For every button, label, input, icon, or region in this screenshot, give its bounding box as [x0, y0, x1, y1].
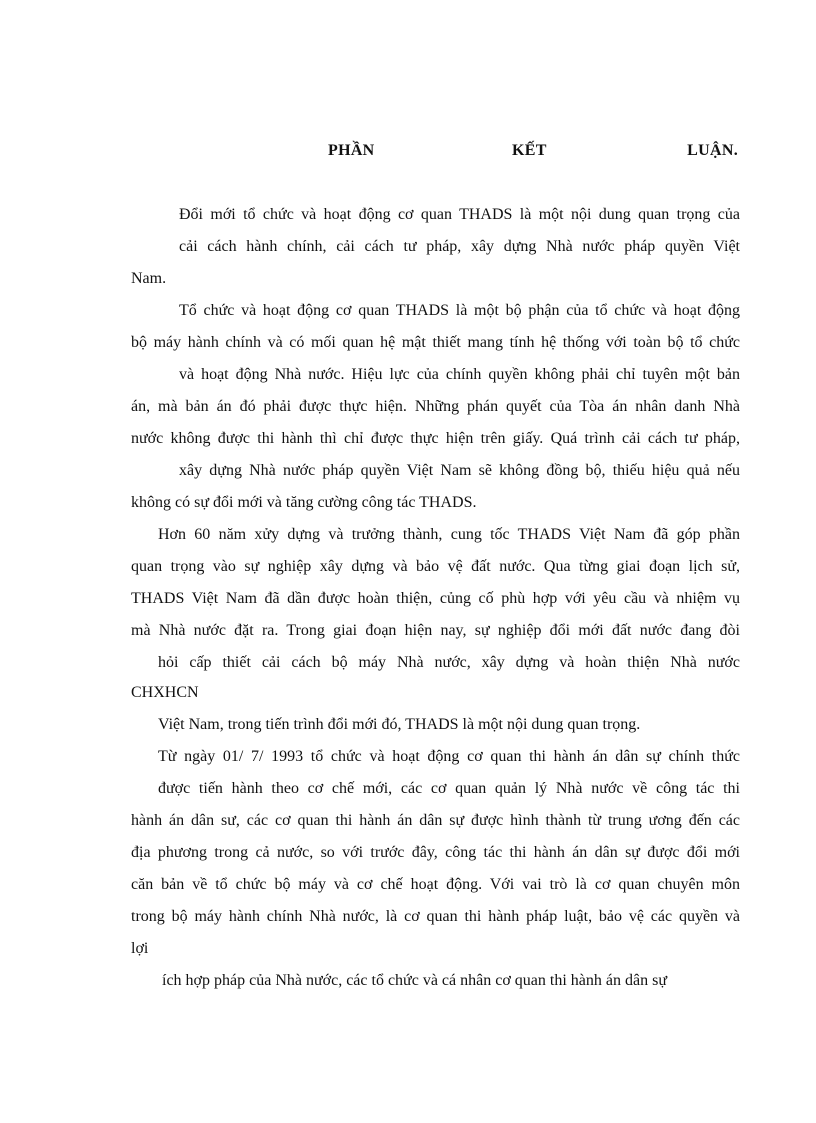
text-line: hành án dân sư, các cơ quan thi hành án dân sự được hình thành từ trung ương đến các	[131, 812, 740, 829]
section-heading	[328, 142, 738, 166]
text-line: lợi	[131, 940, 149, 957]
text-line: nước không được thi hành thì chỉ được thực hiện trên giấy. Quá trình cải cách tư pháp,	[131, 430, 740, 447]
text-line: trong bộ máy hành chính Nhà nước, là cơ quan thi hành pháp luật, bảo vệ các quyền và	[131, 908, 740, 925]
text-line: và hoạt động Nhà nước. Hiệu lực của chính quyền không phải chỉ tuyên một bản	[179, 366, 740, 383]
heading-word-luan: LUẬN.	[687, 142, 738, 159]
text-line: Nam.	[131, 270, 167, 287]
text-line: xây dựng Nhà nước pháp quyền Việt Nam sẽ không đồng bộ, thiếu hiệu quả nếu	[179, 462, 740, 479]
text-line: bộ máy hành chính và có mối quan hệ mật thiết mang tính hệ thống với toàn bộ tổ chức	[131, 334, 740, 351]
text-line: địa phương trong cả nước, so với trước đây, công tác thi hành án dân sự được đổi mới	[131, 844, 740, 861]
text-line: án, mà bản án đó phải được thực hiện. Những phán quyết của Tòa án nhân danh Nhà	[131, 398, 740, 415]
text-line: quan trọng vào sự nghiệp xây dựng và bảo vệ đất nước. Qua từng giai đoạn lịch sử,	[131, 558, 740, 575]
text-line: được tiến hành theo cơ chế mới, các cơ quan quản lý Nhà nước về công tác thi	[158, 780, 740, 797]
text-line: mà Nhà nước đặt ra. Trong giai đoạn hiện nay, sự nghiệp đổi mới đất nước đang đòi	[131, 622, 740, 639]
text-line: Đổi mới tổ chức và hoạt động cơ quan THADS là một nội dung quan trọng của	[179, 206, 740, 223]
text-line: hỏi cấp thiết cải cách bộ máy Nhà nước, xây dựng và hoàn thiện Nhà nước	[158, 654, 740, 671]
text-line: THADS Việt Nam đã dần được hoàn thiện, củng cố phù hợp với yêu cầu và nhiệm vụ	[131, 590, 740, 607]
text-line: cải cách hành chính, cải cách tư pháp, xây dựng Nhà nước pháp quyền Việt	[179, 238, 740, 255]
text-line: Từ ngày 01/ 7/ 1993 tổ chức và hoạt động cơ quan thi hành án dân sự chính thức	[158, 748, 740, 765]
text-line: Tổ chức và hoạt động cơ quan THADS là một bộ phận của tổ chức và hoạt động	[179, 302, 740, 319]
heading-word-ket: KẾT	[512, 142, 547, 159]
text-line: Hơn 60 năm xửy dựng và trưởng thành, cung tốc THADS Việt Nam đã góp phần	[158, 526, 740, 543]
text-line: Việt Nam, trong tiến trình đổi mới đó, THADS là một nội dung quan trọng.	[158, 716, 641, 733]
text-line: căn bản về tổ chức bộ máy và cơ chế hoạt động. Với vai trò là cơ quan chuyên môn	[131, 876, 740, 893]
heading-word-phan: PHẦN	[328, 142, 375, 159]
text-line: ích hợp pháp của Nhà nước, các tổ chức và cá nhân cơ quan thi hành án dân sự	[162, 972, 667, 989]
text-line: CHXHCN	[131, 684, 199, 701]
text-line: không có sự đổi mới và tăng cường công tác THADS.	[131, 494, 477, 511]
